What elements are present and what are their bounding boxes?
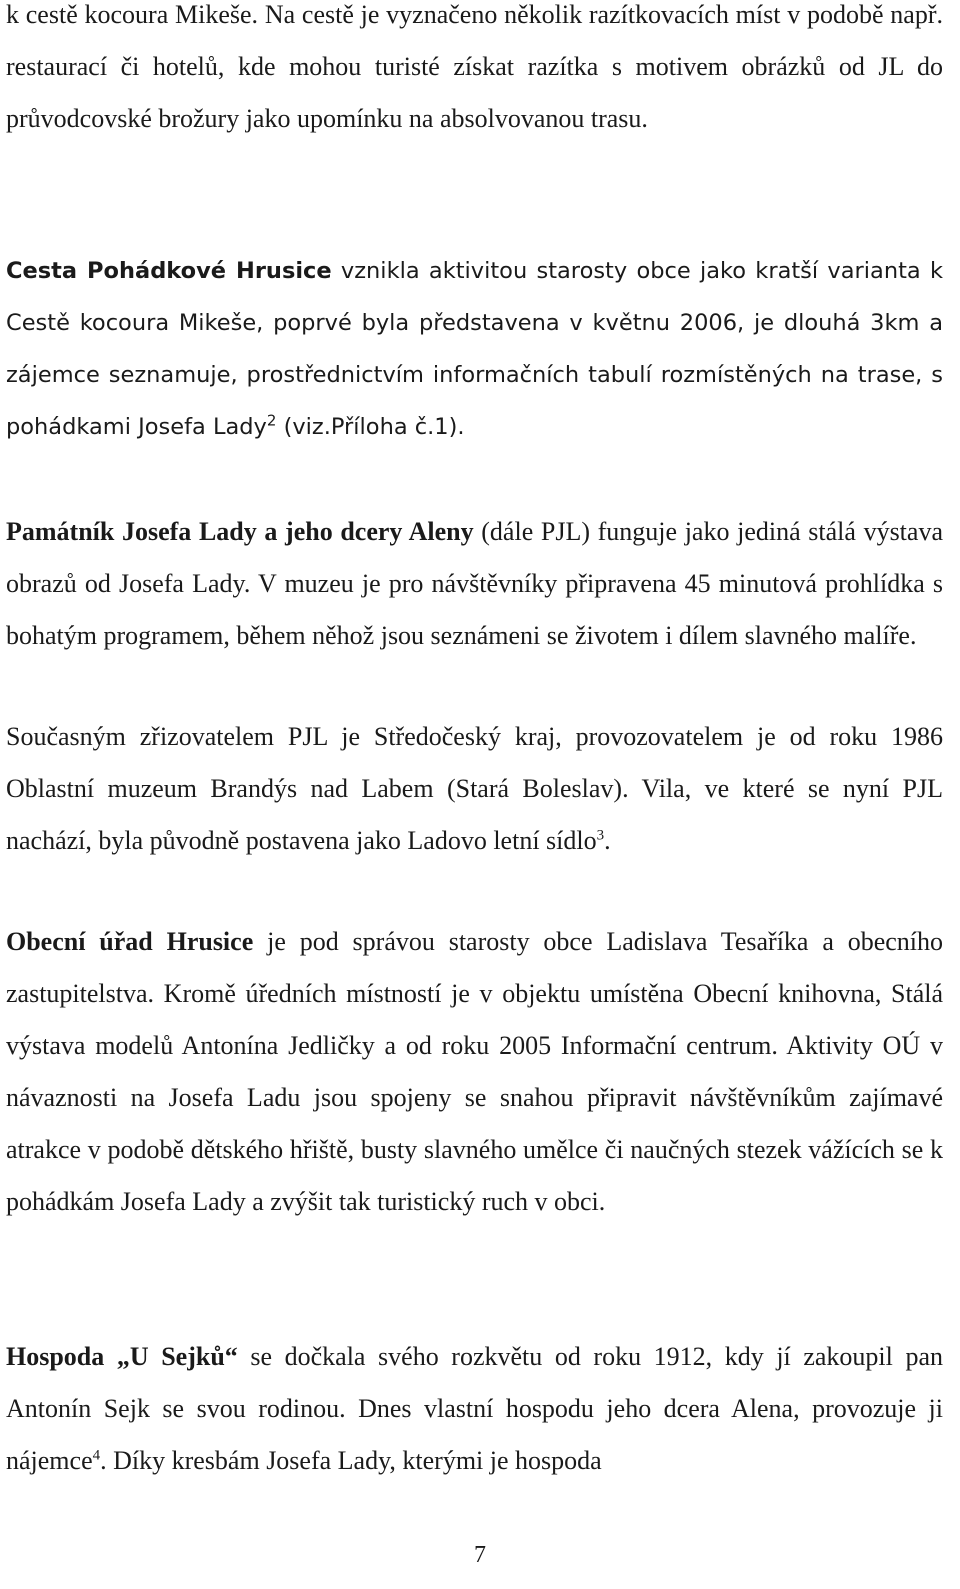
paragraph-text: vznikla aktivitou starosty obce jako kratší varianta k Cestě kocoura Mikeše, poprvé byla představena v květnu 2006, je dlouhá 3km a zájemce seznamuje, prostřednictvím informačních tabulí rozmístěných na trase, s pohádkami Josefa Lady — [6, 258, 943, 440]
paragraph-tail: . Díky kresbám Josefa Lady, kterými je hospoda — [100, 1446, 602, 1475]
paragraph-heading: Cesta Pohádkové Hrusice — [6, 258, 332, 284]
paragraph-text: (dále PJL) funguje jako jediná stálá výstava obrazů od Josefa Lady. V muzeu je pro návštěvníky připravena 45 minutová prohlídka s bohatým programem, během něhož jsou seznámeni se životem i dílem slavného malíře. — [6, 517, 943, 650]
footnote-marker[interactable]: 3 — [596, 827, 605, 844]
paragraph-cesta-pohadkove-hrusice — [6, 245, 943, 453]
paragraph-heading: Hospoda „U Sejků“ — [6, 1342, 238, 1371]
paragraph-tail: (viz.Příloha č.1). — [276, 414, 465, 440]
paragraph-heading: Památník Josefa Lady a jeho dcery Aleny — [6, 517, 474, 546]
paragraph-obecni-urad-hrusice — [6, 916, 943, 1228]
paragraph-pamatnik-josefa-lady — [6, 506, 943, 662]
paragraph-text: Současným zřizovatelem PJL je Středočeský kraj, provozovatelem je od roku 1986 Oblastní muzeum Brandýs nad Labem (Stará Boleslav). Vila, ve které se nyní PJL nachází, byla původně postavena jako Ladovo letní sídlo — [6, 722, 943, 855]
paragraph-hospoda-u-sejku — [6, 1331, 943, 1487]
paragraph-tail: . — [604, 826, 611, 855]
paragraph-text: se dočkala svého rozkvětu od roku 1912, kdy jí zakoupil pan Antonín Sejk se svou rodinou. Dnes vlastní hospodu jeho dcera Alena, provozuje ji nájemce — [6, 1342, 944, 1475]
footnote-marker[interactable]: 4 — [92, 1447, 101, 1464]
footnote-marker[interactable]: 2 — [266, 411, 277, 430]
page-number: 7 — [474, 1542, 486, 1568]
paragraph-heading: Obecní úřad Hrusice — [6, 927, 254, 956]
paragraph-text: je pod správou starosty obce Ladislava Tesaříka a obecního zastupitelstva. Kromě úředních místností je v objektu umístěna Obecní knihovna, Stálá výstava modelů Antonína Jedličky a od roku 2005 Informační centrum. Aktivity OÚ v návaznosti na Josefa Ladu jsou spojeny se snahou připravit návštěvníkům zajímavé atrakce v podobě dětského hřiště, busty slavného umělce či naučných stezek vážících se k pohádkám Josefa Lady a zvýšit tak turistický ruch v obci. — [6, 927, 944, 1216]
paragraph-text: k cestě kocoura Mikeše. Na cestě je vyznačeno několik razítkovacích míst v podobě např. restaurací či hotelů, kde mohou turisté získat razítka s motivem obrázků od JL do průvodcovské brožury jako upomínku na absolvovanou trasu. — [6, 0, 943, 133]
paragraph-pjl-operator — [6, 711, 943, 867]
paragraph-mikes-trail-stamps — [6, 0, 943, 145]
